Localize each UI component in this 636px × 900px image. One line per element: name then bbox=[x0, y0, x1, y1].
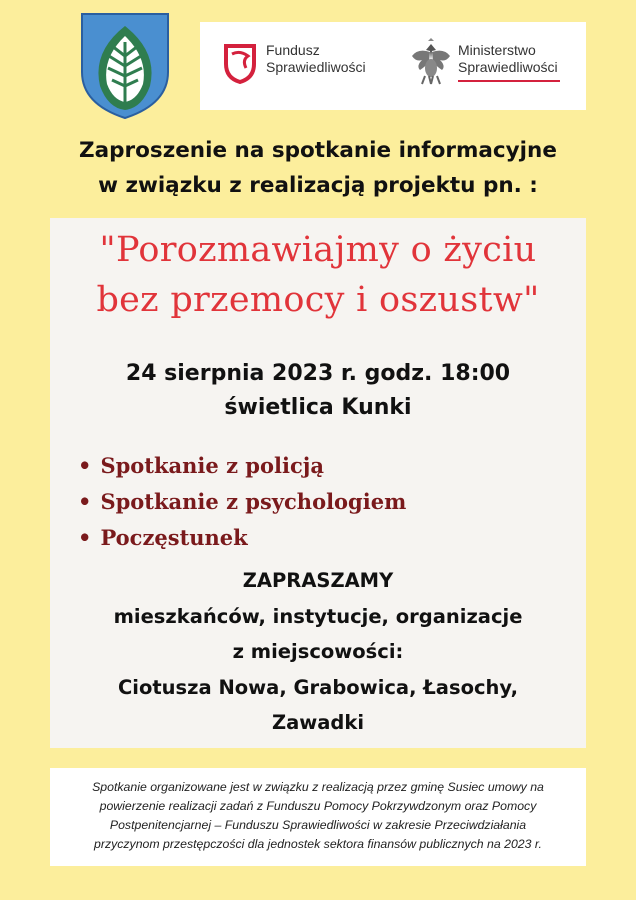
invitation-heading bbox=[0, 133, 636, 203]
invite-block bbox=[50, 563, 586, 741]
invite-line2: mieszkańców, instytucje, organizacje bbox=[113, 604, 523, 628]
funding-note-text bbox=[50, 778, 586, 854]
heading-line2: w związku z realizacją projektu pn. : bbox=[98, 173, 538, 198]
title-line1: "Porozmawiajmy o życiu bbox=[99, 230, 537, 270]
note-line2: powierzenie realizacji zadań z Funduszu Pomocy Pokrzywdzonym oraz Pomocy bbox=[99, 799, 537, 813]
agenda-item: • Spotkanie z psychologiem bbox=[78, 484, 406, 520]
fundusz-sprawiedliwosci-logo-icon bbox=[220, 40, 260, 84]
title-line2: bez przemocy i oszustw" bbox=[96, 280, 540, 320]
ministerstwo-line1: Ministerstwo bbox=[458, 42, 536, 58]
ministerstwo-line2: Sprawiedliwości bbox=[458, 59, 558, 75]
invite-line4: Ciotusza Nowa, Grabowica, Łasochy, bbox=[117, 675, 519, 699]
project-title bbox=[50, 225, 586, 325]
agenda-list bbox=[78, 448, 406, 556]
municipal-crest-icon bbox=[80, 12, 170, 120]
note-line4: przyczynom przestępczości dla jednostek sektora finansów publicznych na 2023 r. bbox=[94, 837, 542, 851]
heading-line1: Zaproszenie na spotkanie informacyjne bbox=[79, 138, 557, 163]
agenda-item: • Poczęstunek bbox=[78, 520, 406, 556]
fundusz-line2: Sprawiedliwości bbox=[266, 59, 366, 75]
main-panel bbox=[50, 218, 586, 748]
sponsor-logos bbox=[200, 22, 586, 110]
polish-eagle-icon bbox=[410, 38, 452, 86]
ministerstwo-sprawiedliwosci-text bbox=[458, 42, 558, 76]
invite-line3: z miejscowości: bbox=[232, 640, 404, 663]
note-line3: Postpenitencjarnej – Funduszu Sprawiedliwości w zakresie Przeciwdziałania bbox=[109, 818, 527, 832]
note-line1: Spotkanie organizowane jest w związku z realizacją przez gminę Susiec umowy na bbox=[92, 780, 544, 794]
invite-line5: Zawadki bbox=[271, 711, 365, 734]
funding-note bbox=[50, 768, 586, 866]
fundusz-line1: Fundusz bbox=[266, 42, 320, 58]
invite-line1: ZAPRASZAMY bbox=[242, 569, 394, 592]
agenda-item: • Spotkanie z policją bbox=[78, 448, 406, 484]
event-datetime: 24 sierpnia 2023 r. godz. 18:00 bbox=[125, 361, 511, 386]
fundusz-sprawiedliwosci-text bbox=[266, 42, 366, 76]
event-place: świetlica Kunki bbox=[224, 395, 412, 420]
red-flag-stripe bbox=[458, 80, 560, 82]
event-details bbox=[50, 357, 586, 425]
